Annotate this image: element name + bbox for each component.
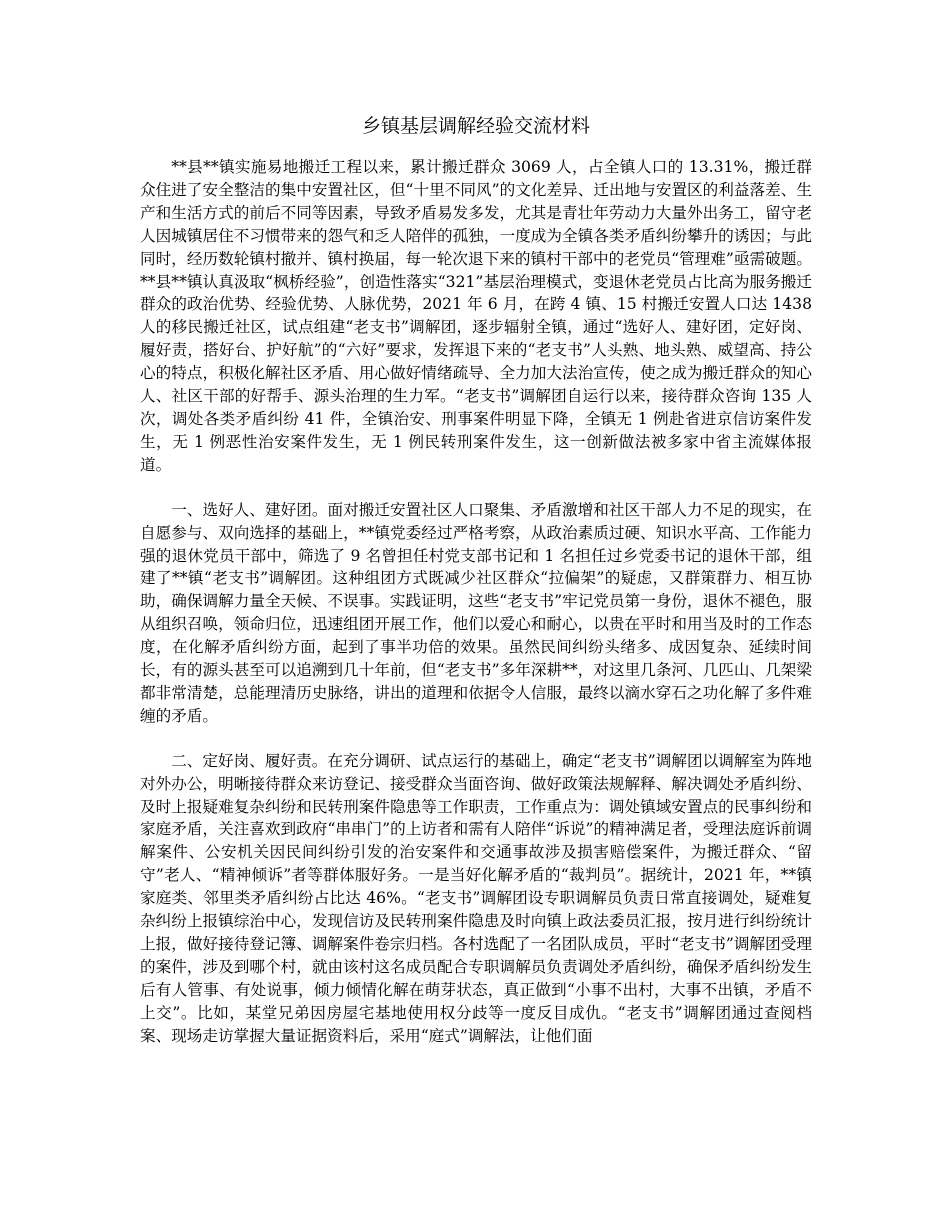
document-page [140,112,812,1048]
intro-paragraph: **县**镇实施易地搬迁工程以来，累计搬迁群众 3069 人，占全镇人口的 13.31%，搬迁群众住进了安全整洁的集中安置社区，但“十里不同风”的文化差异、迁出地与安置区的利益落差、生产和生活方式的前后不同等因素，导致矛盾易发多发，尤其是青壮年劳动力大量外出务工，留守老人因城镇居住不习惯带来的怨气和乏人陪伴的孤独，一度成为全镇各类矛盾纠纷攀升的诱因；与此同时，经历数轮镇村撤并、镇村换届，每一轮次退下来的镇村干部中的老党员“管理难”亟需破题。**县**镇认真汲取“枫桥经验”，创造性落实“321”基层治理模式，变退休老党员占比高为服务搬迁群众的政治优势、经验优势、人脉优势，2021 年 6 月，在跨 4 镇、15 村搬迁安置人口达 1438 人的移民搬迁社区，试点组建“老支书”调解团，逐步辐射全镇，通过“选好人、建好团，定好岗、履好责，搭好台、护好航”的“六好”要求，发挥退下来的“老支书”人头熟、地头熟、威望高、持公心的特点，积极化解社区矛盾、用心做好情绪疏导、全力加大法治宣传，使之成为搬迁群众的知心人、社区干部的好帮手、源头治理的生力军。“老支书”调解团自运行以来，接待群众咨询 135 人次，调处各类矛盾纠纷 41 件，全镇治安、刑事案件明显下降，全镇无 1 例赴省进京信访案件发生，无 1 例恶性治安案件发生，无 1 例民转刑案件发生，这一创新做法被多家中省主流媒体报道。 [140,158,812,474]
section-one-paragraph: 一、选好人、建好团。面对搬迁安置社区人口聚集、矛盾激增和社区干部人力不足的现实，在自愿参与、双向选择的基础上，**镇党委经过严格考察，从政治素质过硬、知识水平高、工作能力强的退休党员干部中，筛选了 9 名曾担任村党支部书记和 1 名担任过乡党委书记的退休干部，组建了**镇“老支书”调解团。这种组团方式既减少社区群众“拉偏架”的疑虑，又群策群力、相互协助，确保调解力量全天候、不误事。实践证明，这些“老支书”牢记党员第一身份，退休不褪色，服从组织召唤，领命归位，迅速组团开展工作，他们以爱心和耐心，以贵在平时和用当及时的工作态度，在化解矛盾纠纷方面，起到了事半功倍的效果。虽然民间纠纷头绪多、成因复杂、延续时间长，有的源头甚至可以追溯到几十年前，但“老支书”多年深耕**，对这里几条河、几匹山、几架梁都非常清楚，总能理清历史脉络，讲出的道理和依据令人信服，最终以滴水穿石之功化解了多件难缠的矛盾。 [140,500,812,725]
document-title: 乡镇基层调解经验交流材料 [361,115,590,137]
section-two-paragraph: 二、定好岗、履好责。在充分调研、试点运行的基础上，确定“老支书”调解团以调解室为阵地对外办公，明晰接待群众来访登记、接受群众当面咨询、做好政策法规解释、解决调处矛盾纠纷、及时上报疑难复杂纠纷和民转刑案件隐患等工作职责，工作重点为：调处镇域安置点的民事纠纷和家庭矛盾，关注喜欢到政府“串串门”的上访者和需有人陪伴“诉说”的精神满足者，受理法庭诉前调解案件、公安机关因民间纠纷引发的治安案件和交通事故涉及损害赔偿案件，为搬迁群众、“留守”老人、“精神倾诉”者等群体服好务。一是当好化解矛盾的“裁判员”。据统计，2021 年，**镇家庭类、邻里类矛盾纠纷占比达 46%。“老支书”调解团设专职调解员负责日常直接调处，疑难复杂纠纷上报镇综治中心，发现信访及民转刑案件隐患及时向镇上政法委员汇报，按月进行纠纷统计上报，做好接待登记簿、调解案件卷宗归档。各村选配了一名团队成员，平时“老支书”调解团受理的案件，涉及到哪个村，就由该村这名成员配合专职调解员负责调处矛盾纠纷，确保矛盾纠纷发生后有人管事、有处说事，倾力倾情化解在萌芽状态，真正做到“小事不出村，大事不出镇，矛盾不上交”。比如，某堂兄弟因房屋宅基地使用权分歧等一度反目成仇。“老支书”调解团通过查阅档案、现场走访掌握大量证据资料后，采用“庭式”调解法，让他们面 [140,751,812,1045]
